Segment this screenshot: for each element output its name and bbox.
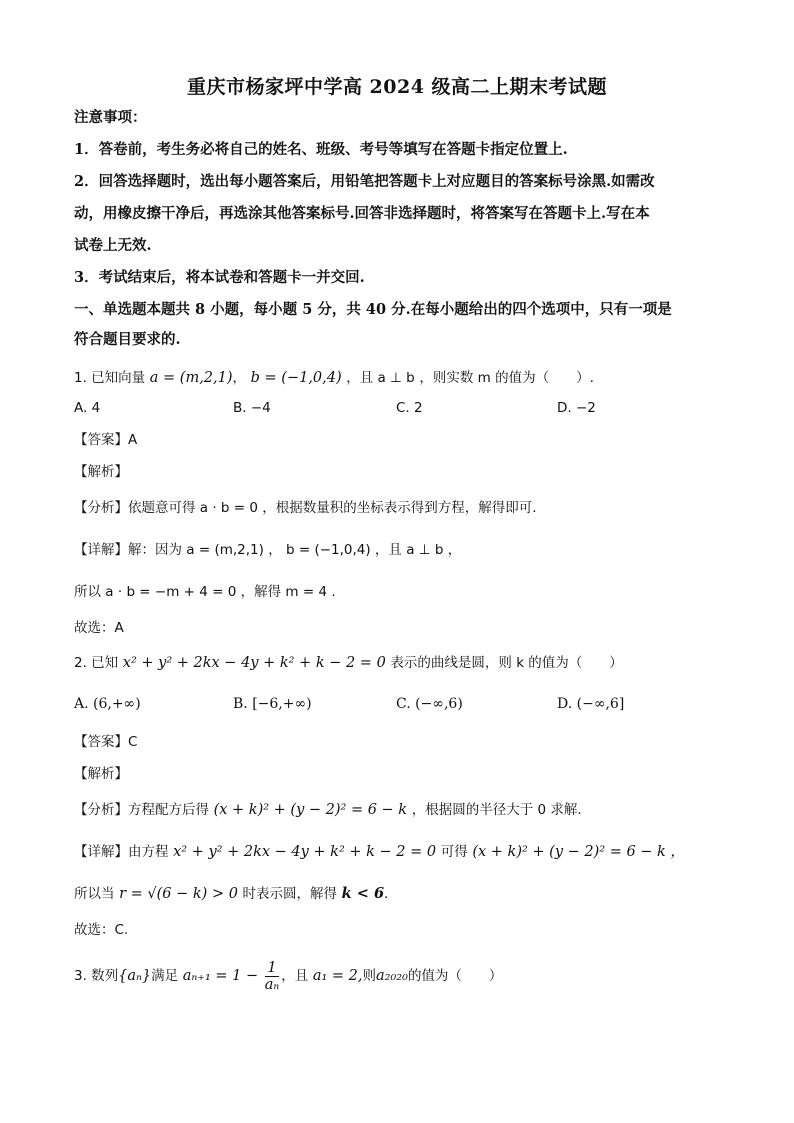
q1-detail-2: 所以 a · b = −m + 4 = 0 ，解得 m = 4 . (74, 584, 336, 600)
q2-stem-suffix: 表示的曲线是圆，则 k 的值为（ ） (390, 655, 623, 671)
q1-detail: 【详解】解：因为 a = (m,2,1) ， b = (−1,0,4) ，且 a ⊥ b ， (74, 542, 462, 558)
page-title: 重庆市杨家坪中学高 2024 级高二上期末考试题 (186, 76, 608, 98)
q2-option-a: A. (6,+∞) (74, 696, 141, 712)
q3-fraction-denominator: aₙ (264, 976, 280, 993)
q1-analysis: 【分析】依题意可得 a · b = 0 ，根据数量积的坐标表示得到方程，解得即可. (74, 500, 537, 516)
q2-option-d: D. (−∞,6] (557, 696, 625, 712)
q1-answer: 【答案】A (74, 432, 138, 448)
notice-item-1: 1．答卷前，考生务必将自己的姓名、班级、考号等填写在答题卡指定位置上. (74, 141, 568, 158)
q2-detail2-mid: 时表示圆，解得 (242, 886, 338, 902)
q2-detail2-equation: r = √(6 − k) > 0 (119, 886, 238, 902)
notice-heading: 注意事项： (74, 109, 147, 126)
q2-detail (74, 842, 720, 862)
q2-stem-prefix: 2. 已知 (74, 655, 119, 671)
q1-analysis-heading: 【解析】 (74, 464, 128, 480)
q2-analysis-suffix: ，根据圆的半径大于 0 求解. (411, 802, 582, 818)
q3-stem-suffix: 的值为（ ） (407, 968, 503, 984)
q1-option-d: D. −2 (557, 400, 596, 416)
q3-stem-prefix: 3. 数列 (74, 968, 119, 984)
q1-option-c: C. 2 (396, 400, 423, 416)
q2-detail2-result: k < 6 (341, 885, 385, 902)
q2-analysis (74, 800, 720, 820)
section-heading-line-1: 一、单选题本题共 8 小题，每小题 5 分，共 40 分.在每小题给出的四个选项中，只有一项是 (74, 301, 672, 318)
q2-answer: 【答案】C (74, 734, 138, 750)
q1-option-a: A. 4 (74, 400, 101, 416)
q3-initial-value: a₁ = 2, (312, 968, 363, 984)
q2-detail-2 (74, 884, 720, 904)
q1-vector-b: b = (−1,0,4) (250, 370, 342, 386)
notice-item-3: 3．考试结束后，将本试卷和答题卡一并交回. (74, 269, 365, 286)
q2-detail-mid: 可得 (440, 844, 468, 860)
q1-vector-a: a = (m,2,1) (149, 370, 233, 386)
q3-fraction-numerator: 1 (265, 960, 280, 977)
section-heading-line-2: 符合题目要求的. (74, 331, 181, 348)
q1-stem-suffix: ，则实数 m 的值为（ ）. (419, 370, 594, 386)
notice-item-2-line-2: 动，用橡皮擦干净后，再选涂其他答案标号.回答非选择题时，将答案写在答题卡上.写在本 (74, 205, 650, 222)
q3-sequence: {aₙ} (118, 968, 152, 984)
q3-recurrence-left: aₙ₊₁ = 1 − (182, 968, 259, 984)
q3-stem-mid3: 则 (362, 968, 377, 984)
q2-option-c: C. (−∞,6) (396, 696, 463, 712)
q1-option-b: B. −4 (233, 400, 271, 416)
q2-analysis-heading: 【解析】 (74, 766, 128, 782)
notice-item-2-line-1: 2．回答选择题时，选出每小题答案后，用铅笔把答题卡上对应题目的答案标号涂黑.如需改 (74, 173, 655, 190)
q3-stem (74, 958, 720, 998)
q2-analysis-prefix: 【分析】方程配方后得 (74, 802, 209, 818)
q2-detail-equation-2: (x + k)² + (y − 2)² = 6 − k ， (472, 844, 685, 860)
q2-analysis-equation: (x + k)² + (y − 2)² = 6 − k (213, 802, 408, 818)
q3-fraction (265, 960, 280, 993)
q2-detail-equation-1: x² + y² + 2kx − 4y + k² + k − 2 = 0 (173, 844, 437, 860)
notice-item-2-line-3: 试卷上无效. (74, 237, 152, 254)
q1-stem (74, 368, 720, 388)
q2-option-b: B. [−6,+∞) (233, 696, 312, 712)
q3-stem-mid2: ，且 (281, 968, 309, 984)
q2-detail-prefix: 【详解】由方程 (74, 844, 169, 860)
q2-choose: 故选：C. (74, 922, 129, 938)
q1-choose: 故选：A (74, 620, 124, 636)
q3-stem-mid: 满足 (151, 968, 179, 984)
q1-condition: ，且 a ⊥ b (346, 370, 415, 386)
q2-equation: x² + y² + 2kx − 4y + k² + k − 2 = 0 (122, 655, 386, 671)
q2-detail2-end: . (384, 886, 389, 902)
q2-detail2-prefix: 所以当 (74, 886, 115, 902)
q3-target: a₂₀₂₀ (376, 968, 408, 984)
q1-stem-prefix: 1. 已知向量 (74, 370, 146, 386)
q2-stem (74, 653, 720, 673)
q1-comma: ， (232, 370, 247, 386)
